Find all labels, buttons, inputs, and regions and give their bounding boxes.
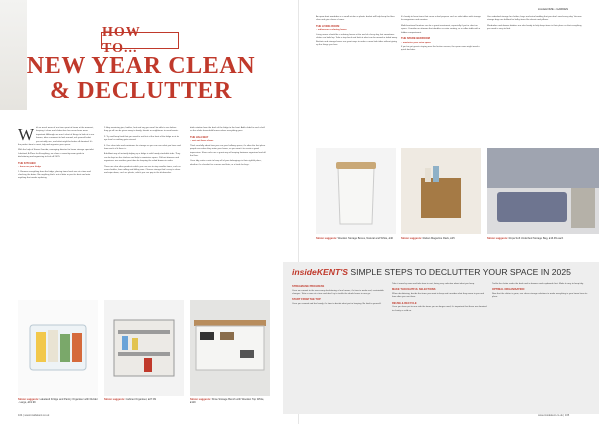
steps-col3-text: Tackle the clutter under the beds and in drawers and cupboards first. Make it easy to keep tidy. [492, 283, 584, 285]
right-footer: www.insidekent.co.uk | 105 [538, 414, 570, 417]
magazine-rack-image [401, 148, 481, 234]
right-col-1 [316, 16, 398, 49]
shoe-bench-image [190, 300, 270, 396]
col2-text5: There are also other products which you can use to stop smaller items, such as sauce bottles, from rolling and falling over. Choose storage that's easy to clean and wipe down, such as plastic, which you can pop in the dishwasher. [104, 165, 181, 175]
steps-col1-text: Once we commit to the necessary decluttering of our homes, it's time to make real, sustainable changes. Take a room at a time and don't try to tackle the whole house in one go. [292, 289, 384, 295]
kicker: HOW TO... [102, 24, 141, 56]
left-caption-3 [190, 398, 270, 405]
living-sub: – rediscover a relaxing haven [316, 29, 347, 32]
cap-name: Simon suggests: [316, 237, 337, 240]
right-caption-1 [316, 237, 398, 240]
intro: ith so much more of our time spent at home at the moment, keeping it clean and clutter-free has never been more important. Although we aren't short of things to look at in our homes, take a moment to look around, ask yourself what you actually use, and what might be better off donated. It's the perfect time to reset, tidy and organise your space. [18, 127, 95, 147]
section-header: insideHOME • GARDEN [538, 7, 569, 11]
steps-col1-head2: START FROM THE TOP [292, 298, 321, 302]
cap-text: Ropa Soft Underbed Storage Bag, £16.99 each [508, 237, 564, 240]
cap-text: Lakeland Fridge and Pantry Organiser with Divider - Large, £19.99 [18, 398, 98, 405]
steps-heading [292, 267, 592, 277]
spare-head: THE SPARE BEDROOM [401, 37, 430, 41]
cap-name: Simon suggests: [487, 237, 508, 240]
fridge-organiser-image [18, 300, 98, 396]
r-col2-text2: Multi-functional furniture can be a great investment, especially if you're short on space. Consider an ottoman that doubles as extra seating, or a coffee table with a hidden compartment. [401, 24, 481, 34]
headline-line1: NEW YEAR CLEAN [26, 53, 256, 79]
steps-title: SIMPLE STEPS TO DECLUTTER YOUR SPACE IN 2025 [350, 267, 571, 277]
steps-col1-head: STREAMLINE PROGRESS [292, 285, 325, 288]
photo-left-edge [0, 0, 27, 110]
steps-col-3 [492, 283, 590, 302]
col3-text2: Think carefully about how you use your hallway space; it's often the first place people see when they enter your home, so you want it to create a good impression. Shoe racks are a great way of keeping footwear organised and off the floor. [190, 144, 266, 158]
cap-name: Simon suggests: [401, 237, 422, 240]
hallway-sub: – sort out those shoes [190, 140, 214, 143]
cap-name: Simon suggests: [190, 398, 211, 401]
intro2: With the help of Simon Garside, managing director for home storage specialist Lakeland, A Place for Everything, we share a room-by-room guide to decluttering and organising to kick off 2025. [18, 149, 94, 159]
steps-col2-text: Take it room by room and take time to sort, being very selective about what you keep. [392, 283, 475, 285]
cap-text: Shoe Storage Bench with Wooden Top White, £119 [190, 398, 265, 405]
r-col2-text3: If you've got guests staying over the festive season, the spare room might need a quick declutter. [401, 46, 480, 52]
right-caption-2 [401, 237, 483, 240]
cap-text: Rattan Magazine Rack, £25 [422, 237, 455, 240]
left-col-3 [190, 127, 267, 169]
left-col-2 [104, 127, 181, 178]
underbed-bag-image [487, 148, 599, 234]
col2-text1: 2. Any remaining jars, bottles, fruit and veg you won't be able to use before they go off can be given away to family, friends or neighbours to avoid waste. [104, 127, 179, 133]
steps-col2-text3: Once you have put to one side the items you no longer need, it's important that these are donated to charity or sold on. [392, 306, 487, 312]
left-footer: 104 | www.insidekent.co.uk [18, 414, 50, 417]
col2-text4: A brilliant way of instantly tidying up a fridge is with handy stackable tubs. They can be kept on the shelves and help to maximise space. Pull-out drawers and organisers are another great idea for keeping the salad drawer in order. [104, 153, 181, 163]
r-col3-text1: Use underbed storage for clothes, bags and extra bedding that you don't need every day. Vacuum storage bags are brilliant for bulky items like duvets and pillows. [487, 16, 582, 22]
headline-line2: & DECLUTTER [50, 78, 232, 104]
kitchen-head: THE KITCHEN [18, 161, 36, 165]
left-caption-2 [104, 398, 184, 401]
right-col-2 [401, 16, 483, 55]
steps-col3-text2: Now that the clutter is gone, use clever storage solutions to make everything in your home have its place. [492, 293, 588, 299]
cap-text: Wooden Storage Boxes, Natural and White, £40 [337, 237, 393, 240]
steps-col3-head: OPTIMAL ORGANISATION [492, 288, 525, 292]
living-head: THE LIVING ROOM [316, 24, 340, 28]
col3-text1: drink rotation from the back of the fridge to the front. Add a label to each shelf so the whole household knows where everything goes. [190, 127, 265, 133]
r-col2-text1: It's handy to have items that serve a dual purpose such as side tables with storage for magazines and remotes. [401, 16, 481, 22]
cap-name: Simon suggests: [18, 398, 39, 401]
steps-col2-head2: REUSE & RECYCLE [392, 301, 417, 305]
cap-name: Simon suggests: [104, 398, 125, 401]
kitchen-text: 1. Remove everything from the fridge, placing items back one at a time and checking the dates. Bin anything that's out of date or past its best and note anything that needs replacing. [18, 170, 91, 180]
dropcap: W [18, 125, 35, 144]
col2-text3: 4. Use clear tubs and containers for storage so you can see what you have and how much of it there is. [104, 144, 181, 151]
cabinet-organiser-image [104, 300, 184, 396]
hallway-head: THE HALLWAY [190, 135, 209, 139]
kicker-box [101, 24, 179, 56]
col2-text2: 3. Try and keep food that you need to eat first at the front of the fridge or at its eye level so nothing gets missed. [104, 135, 180, 142]
left-caption-1 [18, 398, 98, 405]
steps-brand: insideKENT'S [292, 267, 349, 277]
headline [26, 54, 256, 104]
cap-text: Cabinet Organiser, £27.99 [125, 398, 156, 401]
r-col1-text2: Living rooms should be a relaxing haven at the end of a busy day, but sometimes clutter can build up. Take a step back and look at what can be moved or tidied away. Baskets and storage boxes are great ways to make a room look tidier without giving up the things you love. [316, 33, 398, 47]
right-col-3 [487, 16, 583, 34]
steps-col-2 [392, 283, 488, 315]
spare-sub: – maximise your extra space [401, 41, 431, 44]
steps-col1-text2: Once you commit and feel ready, it's time to decide what you're keeping. Be kind to yourself. [292, 303, 382, 305]
right-caption-3 [487, 237, 583, 240]
col3-text3: Once tidy, write a note to keep all of your belongings in their rightful place, whether it's a basket for scarves and hats, or a hook for keys. [190, 160, 262, 166]
left-col-1 [18, 127, 95, 183]
r-col1-text1: An open-front wardrobe or a small wicker or plastic basket will help keep the floor clear and give shoes a home. [316, 16, 395, 22]
kitchen-sub: – focus on your fridge [18, 166, 41, 169]
steps-col2-text2: When decluttering, decide the items you want to keep and consider what they mean to you and how often you use them. [392, 293, 484, 299]
storage-box-image [316, 148, 396, 234]
steps-col2-head: MAKE THOUGHTFUL SELECTIONS [392, 288, 436, 292]
r-col3-text2: Wardrobes and drawer dividers are also handy to help keep items in their place so that everything you need is easy to find. [487, 24, 582, 31]
steps-col-1 [292, 283, 388, 308]
